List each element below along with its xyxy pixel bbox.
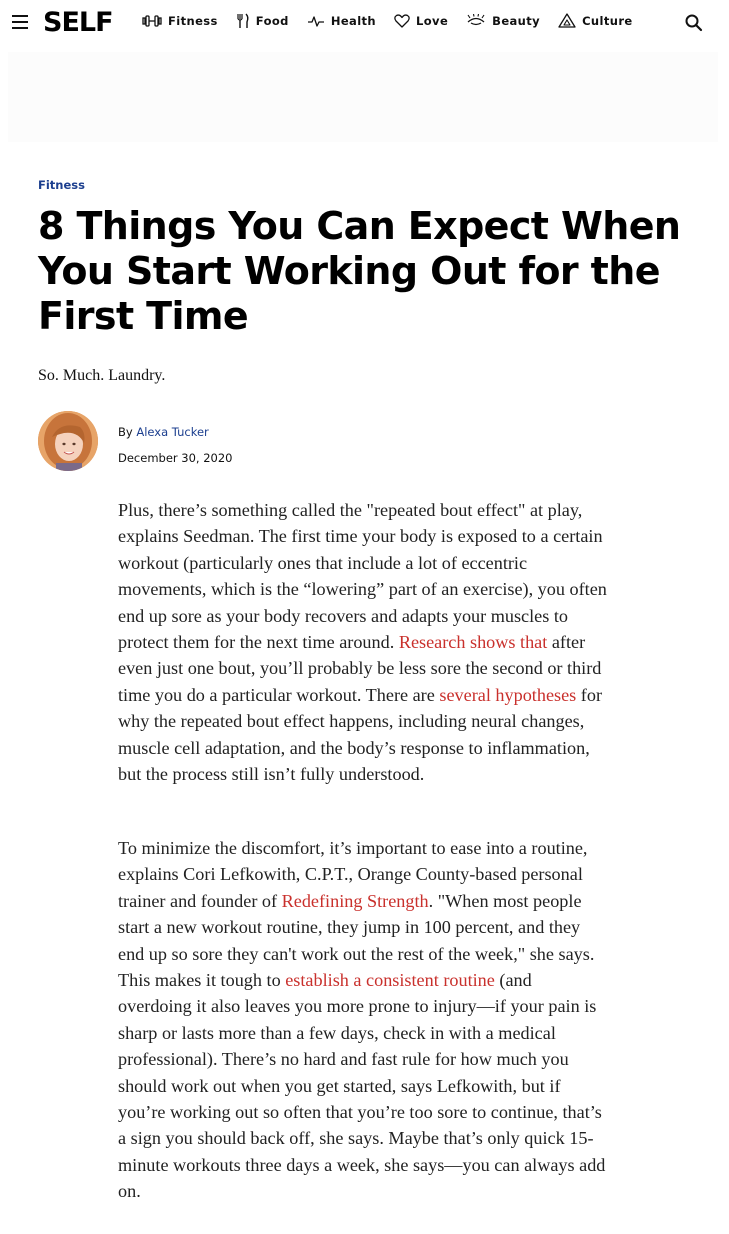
- article-byline: [118, 425, 209, 439]
- dumbbell-icon: [142, 14, 162, 28]
- triangle-icon: [558, 13, 576, 29]
- byline-prefix: By: [118, 425, 137, 439]
- inline-link-redefining-strength[interactable]: Redefining Strength: [281, 890, 429, 911]
- article-dek: So. Much. Laundry.: [38, 367, 166, 384]
- site-logo[interactable]: SELF: [43, 7, 113, 38]
- paragraph-text: after even just one bout, you’ll probably be less sore the second or third time you do a particular workout. There are: [118, 632, 602, 705]
- article-paragraph: [118, 835, 608, 1205]
- paragraph-text: Plus, there’s something called the "repeated bout effect" at play, explains Seedman. The first time your body is exposed to a certain workout (particularly ones that include a lot of eccentric movements, which is the “lowering” part of an exercise), you often end up sore as your body recovers and adapts your muscles to protect them for the next time around.: [118, 500, 607, 653]
- article-category-link[interactable]: Fitness: [38, 178, 85, 192]
- main-nav: [142, 13, 651, 29]
- author-avatar[interactable]: [38, 411, 98, 471]
- nav-item-beauty[interactable]: [466, 13, 540, 29]
- nav-label: Culture: [582, 14, 633, 28]
- paragraph-text: for why the repeated bout effect happens, including neural changes, muscle cell adaptation, and the body’s response to inflammation, but the process still isn’t fully understood.: [118, 684, 603, 785]
- heartbeat-icon: [307, 14, 325, 28]
- hamburger-menu-icon[interactable]: [12, 15, 28, 29]
- nav-item-culture[interactable]: [558, 13, 633, 29]
- eye-lashes-icon: [466, 14, 486, 28]
- nav-item-love[interactable]: [394, 13, 448, 29]
- paragraph-text: To minimize the discomfort, it’s important to ease into a routine, explains Cori Lefkowith, C.P.T., Orange County-based personal trainer and founder of: [118, 838, 588, 911]
- nav-item-food[interactable]: [236, 13, 289, 29]
- nav-label: Love: [416, 14, 449, 28]
- search-icon[interactable]: [685, 14, 703, 32]
- site-header: [0, 0, 729, 46]
- article-paragraph: [118, 497, 608, 787]
- nav-label: Food: [255, 14, 289, 28]
- paragraph-text: (and overdoing it also leaves you more prone to injury—if your pain is sharp or lasts more than a few days, check in with a medical professional). There’s no hard and fast rule for how much you should work out when you get started, says Lefkowith, but if you’re working out so often that you’re too sore to continue, that’s a sign you should back off, she says. Maybe that’s only quick 15-minute workouts three days a week, she says—you can always add on.: [118, 970, 606, 1202]
- nav-label: Fitness: [168, 14, 218, 28]
- inline-link-hypotheses[interactable]: several hypotheses: [439, 684, 577, 705]
- inline-link-consistent-routine[interactable]: establish a consistent routine: [285, 970, 495, 991]
- fork-knife-icon: [236, 13, 250, 29]
- inline-link-research[interactable]: Research shows that: [398, 632, 548, 653]
- nav-item-fitness[interactable]: [142, 13, 218, 29]
- nav-label: Health: [330, 14, 377, 28]
- paragraph-text: . "When most people start a new workout routine, they jump in 100 percent, and they end up so sore they can't work out the rest of the week," she says. This makes it tough to: [118, 890, 595, 991]
- nav-item-health[interactable]: [307, 13, 376, 29]
- ad-banner-placeholder: [8, 52, 718, 142]
- author-portrait-icon: [38, 411, 98, 471]
- author-link[interactable]: Alexa Tucker: [136, 425, 209, 439]
- nav-label: Beauty: [492, 14, 541, 28]
- article-title: 8 Things You Can Expect When You Start Working Out for the First Time: [38, 204, 681, 338]
- heart-icon: [394, 14, 410, 28]
- publish-date: December 30, 2020: [118, 451, 233, 465]
